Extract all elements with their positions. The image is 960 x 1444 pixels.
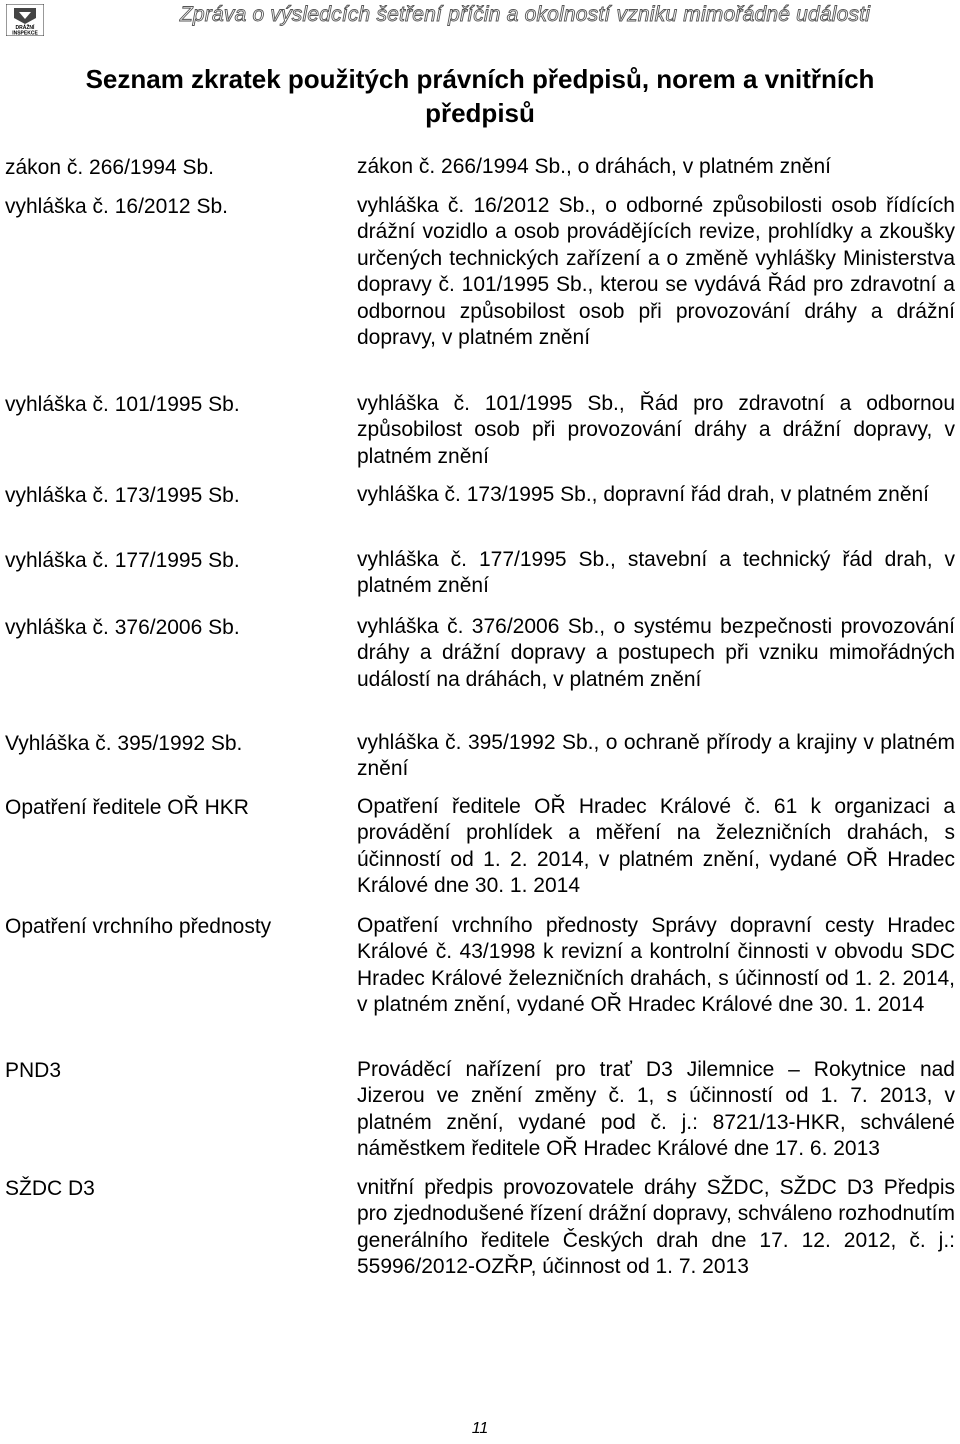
entry-term: zákon č. 266/1994 Sb. <box>5 156 214 179</box>
drazni-inspekce-logo <box>6 4 44 36</box>
entry-term: SŽDC D3 <box>5 1177 95 1200</box>
entry-term: vyhláška č. 101/1995 Sb. <box>5 393 240 416</box>
page-title: Seznam zkratek použitých právních předpisů, norem a vnitřních předpisů <box>85 64 875 128</box>
entry-term: vyhláška č. 376/2006 Sb. <box>5 616 240 639</box>
entry-description: vyhláška č. 101/1995 Sb., Řád pro zdravotní a odbornou způsobilost osob při provozování dráhy a drážní dopravy, v platném znění <box>357 392 955 468</box>
entry-description: vyhláška č. 16/2012 Sb., o odborné způsobilosti osob řídících drážní vozidlo a osob provádějících revize, prohlídky a zkoušky určených technických zařízení a o změně vyhlášky Ministerstva dopravy č. 101/1995 Sb., kterou se vydává Řád pro zdravotní a odbornou způsobilost osob při provozování dráhy a drážní dopravy, v platném znění <box>357 194 955 350</box>
entry-term: vyhláška č. 173/1995 Sb. <box>5 484 240 507</box>
entry-term: vyhláška č. 177/1995 Sb. <box>5 549 240 572</box>
header-title: Zpráva o výsledcích šetření příčin a okolností vzniku mimořádné události <box>179 3 871 26</box>
entry-description: vyhláška č. 395/1992 Sb., o ochraně přírody a krajiny v platném znění <box>357 731 955 781</box>
logo-text-line1: DRÁŽNÍ <box>15 25 35 31</box>
entry-description: Opatření ředitele OŘ Hradec Králové č. 61 k organizaci a provádění prohlídek a měření na železničních drahách, s účinností od 1. 2. 2014, v platném znění, vydané OŘ Hradec Králové dne 30. 1. 2014 <box>357 795 955 898</box>
entry-term: vyhláška č. 16/2012 Sb. <box>5 195 228 218</box>
entry-description: Prováděcí nařízení pro trať D3 Jilemnice – Rokytnice nad Jizerou ve znění změny č. 1, s účinností od 1. 7. 2013, v platném znění, vydané pod č. j.: 8721/13-HKR, schválené náměstkem ředitele OŘ Hradec Králové dne 17. 6. 2013 <box>357 1058 955 1161</box>
entry-description: vyhláška č. 173/1995 Sb., dopravní řád drah, v platném znění <box>357 483 930 506</box>
entry-term: Opatření vrchního přednosty <box>5 915 272 938</box>
logo-text-line2: INSPEKCE <box>12 30 38 36</box>
entry-term: Vyhláška č. 395/1992 Sb. <box>5 732 243 755</box>
entry-description: vnitřní předpis provozovatele dráhy SŽDC, SŽDC D3 Předpis pro zjednodušené řízení drážní dopravy, schváleno rozhodnutím generálního ředitele Českých drah dne 17. 12. 2012, č. j.: 55996/2012-OZŘP, účinnost od 1. 7. 2013 <box>357 1176 955 1279</box>
page-number: 11 <box>471 1420 489 1437</box>
entry-term: Opatření ředitele OŘ HKR <box>5 796 249 819</box>
entry-description: vyhláška č. 177/1995 Sb., stavební a technický řád drah, v platném znění <box>357 548 955 598</box>
entry-term: PND3 <box>5 1059 62 1082</box>
entry-description: zákon č. 266/1994 Sb., o dráhách, v platném znění <box>357 155 831 178</box>
entry-description: vyhláška č. 376/2006 Sb., o systému bezpečnosti provozování dráhy a drážní dopravy a postupech při vzniku mimořádných událostí na dráhách, v platném znění <box>357 615 955 691</box>
entry-description: Opatření vrchního přednosty Správy dopravní cesty Hradec Králové č. 43/1998 k revizní a kontrolní činnosti v obvodu SDC Hradec Králové železničních drahách, s účinností od 1. 2. 2014, v platném znění, vydané OŘ Hradec Králové dne 30. 1. 2014 <box>357 914 955 1017</box>
